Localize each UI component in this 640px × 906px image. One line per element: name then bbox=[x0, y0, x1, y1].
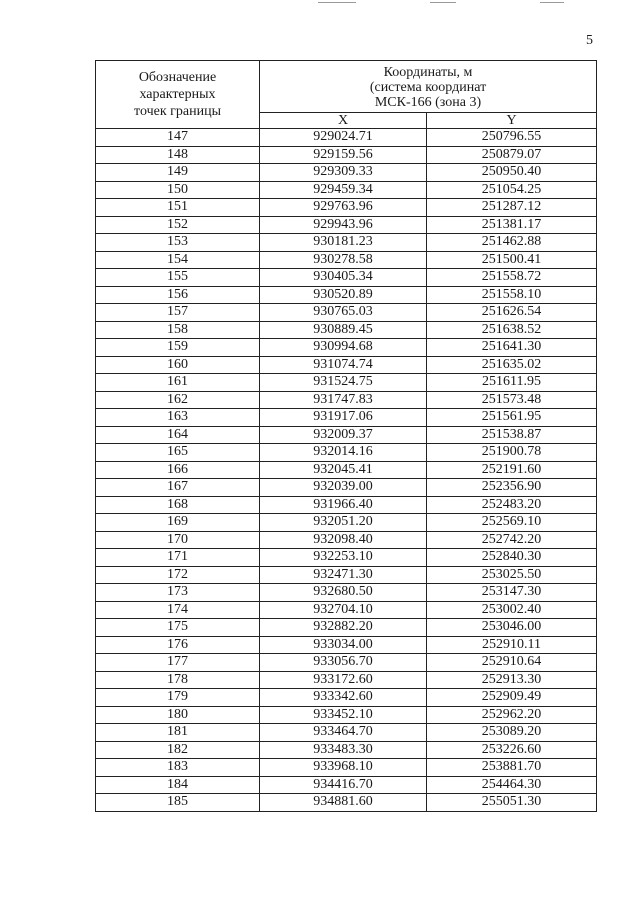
scan-artifact-line bbox=[318, 2, 356, 3]
x-coordinate-cell: 931747.83 bbox=[260, 391, 427, 409]
x-coordinate-cell: 931524.75 bbox=[260, 374, 427, 392]
point-number-cell: 177 bbox=[96, 654, 260, 672]
table-row bbox=[96, 549, 597, 567]
x-coordinate-cell: 929459.34 bbox=[260, 181, 427, 199]
table-row bbox=[96, 566, 597, 584]
table-row bbox=[96, 496, 597, 514]
x-coordinate-cell: 929159.56 bbox=[260, 146, 427, 164]
y-coordinate-cell: 252356.90 bbox=[427, 479, 597, 497]
table-row bbox=[96, 216, 597, 234]
y-coordinate-cell: 251381.17 bbox=[427, 216, 597, 234]
table-row bbox=[96, 251, 597, 269]
point-number-cell: 163 bbox=[96, 409, 260, 427]
scan-artifact-line bbox=[430, 2, 456, 3]
x-coordinate-cell: 932051.20 bbox=[260, 514, 427, 532]
table-row bbox=[96, 234, 597, 252]
y-coordinate-cell: 251611.95 bbox=[427, 374, 597, 392]
point-number-cell: 162 bbox=[96, 391, 260, 409]
coordinates-label-line: МСК-166 (зона 3) bbox=[374, 95, 482, 110]
y-coordinate-cell: 251641.30 bbox=[427, 339, 597, 357]
point-number-cell: 155 bbox=[96, 269, 260, 287]
y-coordinate-cell: 252840.30 bbox=[427, 549, 597, 567]
y-coordinate-cell: 252909.49 bbox=[427, 689, 597, 707]
table-row bbox=[96, 794, 597, 812]
x-coordinate-cell: 933342.60 bbox=[260, 689, 427, 707]
y-coordinate-cell: 252910.11 bbox=[427, 636, 597, 654]
y-coordinate-cell: 253881.70 bbox=[427, 759, 597, 777]
point-label-line: Обозначение bbox=[138, 70, 217, 85]
point-number-cell: 180 bbox=[96, 706, 260, 724]
x-coordinate-cell: 933034.00 bbox=[260, 636, 427, 654]
point-number-cell: 179 bbox=[96, 689, 260, 707]
coordinates-table bbox=[95, 60, 597, 812]
x-coordinate-cell: 930520.89 bbox=[260, 286, 427, 304]
y-coordinate-cell: 252913.30 bbox=[427, 671, 597, 689]
table-row bbox=[96, 724, 597, 742]
x-coordinate-cell: 930181.23 bbox=[260, 234, 427, 252]
x-coordinate-cell: 933172.60 bbox=[260, 671, 427, 689]
point-number-cell: 160 bbox=[96, 356, 260, 374]
y-coordinate-cell: 252483.20 bbox=[427, 496, 597, 514]
point-number-cell: 151 bbox=[96, 199, 260, 217]
x-coordinate-cell: 929024.71 bbox=[260, 129, 427, 147]
x-coordinate-cell: 930994.68 bbox=[260, 339, 427, 357]
y-coordinate-cell: 251054.25 bbox=[427, 181, 597, 199]
y-coordinate-cell: 250950.40 bbox=[427, 164, 597, 182]
table-row bbox=[96, 426, 597, 444]
y-coordinate-cell: 251626.54 bbox=[427, 304, 597, 322]
coordinates-header bbox=[260, 61, 597, 113]
table-row bbox=[96, 444, 597, 462]
table-row bbox=[96, 619, 597, 637]
point-number-cell: 171 bbox=[96, 549, 260, 567]
table-row bbox=[96, 689, 597, 707]
point-number-cell: 175 bbox=[96, 619, 260, 637]
point-label-line: точек границы bbox=[134, 104, 221, 119]
table-row bbox=[96, 321, 597, 339]
x-coordinate-cell: 933483.30 bbox=[260, 741, 427, 759]
table-row bbox=[96, 339, 597, 357]
y-coordinate-cell: 250796.55 bbox=[427, 129, 597, 147]
y-coordinate-cell: 254464.30 bbox=[427, 776, 597, 794]
point-number-cell: 150 bbox=[96, 181, 260, 199]
y-coordinate-cell: 252910.64 bbox=[427, 654, 597, 672]
point-number-cell: 170 bbox=[96, 531, 260, 549]
x-coordinate-cell: 932098.40 bbox=[260, 531, 427, 549]
table-row bbox=[96, 129, 597, 147]
x-coordinate-cell: 932882.20 bbox=[260, 619, 427, 637]
point-number-cell: 173 bbox=[96, 584, 260, 602]
x-coordinate-cell: 933968.10 bbox=[260, 759, 427, 777]
x-coordinate-cell: 932039.00 bbox=[260, 479, 427, 497]
y-coordinate-cell: 251900.78 bbox=[427, 444, 597, 462]
y-coordinate-cell: 253025.50 bbox=[427, 566, 597, 584]
point-number-cell: 156 bbox=[96, 286, 260, 304]
table-row bbox=[96, 461, 597, 479]
x-coordinate-cell: 933464.70 bbox=[260, 724, 427, 742]
table-row bbox=[96, 409, 597, 427]
x-coordinate-cell: 929943.96 bbox=[260, 216, 427, 234]
x-coordinate-cell: 932253.10 bbox=[260, 549, 427, 567]
point-number-cell: 169 bbox=[96, 514, 260, 532]
point-number-cell: 185 bbox=[96, 794, 260, 812]
page-number: 5 bbox=[586, 33, 593, 48]
point-number-cell: 172 bbox=[96, 566, 260, 584]
x-coordinate-cell: 929763.96 bbox=[260, 199, 427, 217]
table-row bbox=[96, 269, 597, 287]
scan-artifact-line bbox=[540, 2, 564, 3]
table-row bbox=[96, 776, 597, 794]
y-coordinate-cell: 251538.87 bbox=[427, 426, 597, 444]
point-number-cell: 165 bbox=[96, 444, 260, 462]
y-coordinate-cell: 251635.02 bbox=[427, 356, 597, 374]
x-column-header: X bbox=[260, 113, 427, 129]
x-coordinate-cell: 929309.33 bbox=[260, 164, 427, 182]
table-row bbox=[96, 601, 597, 619]
y-coordinate-cell: 255051.30 bbox=[427, 794, 597, 812]
table-row bbox=[96, 199, 597, 217]
point-number-cell: 159 bbox=[96, 339, 260, 357]
x-coordinate-cell: 932704.10 bbox=[260, 601, 427, 619]
table-row bbox=[96, 181, 597, 199]
y-coordinate-cell: 251462.88 bbox=[427, 234, 597, 252]
point-number-cell: 164 bbox=[96, 426, 260, 444]
y-coordinate-cell: 252569.10 bbox=[427, 514, 597, 532]
table-row bbox=[96, 304, 597, 322]
point-label-header bbox=[96, 61, 260, 129]
table-row bbox=[96, 741, 597, 759]
x-coordinate-cell: 932014.16 bbox=[260, 444, 427, 462]
table-row bbox=[96, 479, 597, 497]
y-coordinate-cell: 253226.60 bbox=[427, 741, 597, 759]
x-coordinate-cell: 932680.50 bbox=[260, 584, 427, 602]
y-coordinate-cell: 251638.52 bbox=[427, 321, 597, 339]
point-number-cell: 158 bbox=[96, 321, 260, 339]
y-coordinate-cell: 251561.95 bbox=[427, 409, 597, 427]
x-coordinate-cell: 932009.37 bbox=[260, 426, 427, 444]
x-coordinate-cell: 930765.03 bbox=[260, 304, 427, 322]
point-number-cell: 184 bbox=[96, 776, 260, 794]
table-row bbox=[96, 286, 597, 304]
x-coordinate-cell: 933452.10 bbox=[260, 706, 427, 724]
y-coordinate-cell: 253002.40 bbox=[427, 601, 597, 619]
x-coordinate-cell: 932045.41 bbox=[260, 461, 427, 479]
table-row bbox=[96, 356, 597, 374]
table-row bbox=[96, 514, 597, 532]
y-coordinate-cell: 251558.72 bbox=[427, 269, 597, 287]
table-row bbox=[96, 146, 597, 164]
x-coordinate-cell: 933056.70 bbox=[260, 654, 427, 672]
point-number-cell: 168 bbox=[96, 496, 260, 514]
point-number-cell: 161 bbox=[96, 374, 260, 392]
x-coordinate-cell: 931074.74 bbox=[260, 356, 427, 374]
table-row bbox=[96, 706, 597, 724]
y-coordinate-cell: 252191.60 bbox=[427, 461, 597, 479]
point-number-cell: 157 bbox=[96, 304, 260, 322]
x-coordinate-cell: 934416.70 bbox=[260, 776, 427, 794]
coordinates-label-line: Координаты, м bbox=[383, 65, 473, 80]
y-coordinate-cell: 251573.48 bbox=[427, 391, 597, 409]
table-body bbox=[96, 129, 597, 812]
point-number-cell: 174 bbox=[96, 601, 260, 619]
table-row bbox=[96, 636, 597, 654]
table-row bbox=[96, 391, 597, 409]
y-coordinate-cell: 253046.00 bbox=[427, 619, 597, 637]
x-coordinate-cell: 930278.58 bbox=[260, 251, 427, 269]
y-coordinate-cell: 253089.20 bbox=[427, 724, 597, 742]
point-number-cell: 154 bbox=[96, 251, 260, 269]
y-column-header: Y bbox=[427, 113, 597, 129]
point-number-cell: 167 bbox=[96, 479, 260, 497]
x-coordinate-cell: 932471.30 bbox=[260, 566, 427, 584]
point-number-cell: 153 bbox=[96, 234, 260, 252]
table-header bbox=[96, 61, 597, 129]
table-row bbox=[96, 584, 597, 602]
point-number-cell: 147 bbox=[96, 129, 260, 147]
point-number-cell: 166 bbox=[96, 461, 260, 479]
table-row bbox=[96, 531, 597, 549]
table-row bbox=[96, 654, 597, 672]
table-row bbox=[96, 671, 597, 689]
table-row bbox=[96, 164, 597, 182]
point-number-cell: 176 bbox=[96, 636, 260, 654]
y-coordinate-cell: 251558.10 bbox=[427, 286, 597, 304]
coordinates-label-line: (система координат bbox=[369, 80, 487, 95]
x-coordinate-cell: 931917.06 bbox=[260, 409, 427, 427]
point-number-cell: 178 bbox=[96, 671, 260, 689]
x-coordinate-cell: 931966.40 bbox=[260, 496, 427, 514]
y-coordinate-cell: 251500.41 bbox=[427, 251, 597, 269]
point-number-cell: 148 bbox=[96, 146, 260, 164]
table-row bbox=[96, 374, 597, 392]
x-coordinate-cell: 930405.34 bbox=[260, 269, 427, 287]
point-label-line: характерных bbox=[139, 87, 216, 102]
point-number-cell: 181 bbox=[96, 724, 260, 742]
y-coordinate-cell: 252742.20 bbox=[427, 531, 597, 549]
x-coordinate-cell: 930889.45 bbox=[260, 321, 427, 339]
table-row bbox=[96, 759, 597, 777]
point-number-cell: 149 bbox=[96, 164, 260, 182]
point-number-cell: 182 bbox=[96, 741, 260, 759]
point-number-cell: 152 bbox=[96, 216, 260, 234]
y-coordinate-cell: 253147.30 bbox=[427, 584, 597, 602]
y-coordinate-cell: 252962.20 bbox=[427, 706, 597, 724]
point-number-cell: 183 bbox=[96, 759, 260, 777]
y-coordinate-cell: 251287.12 bbox=[427, 199, 597, 217]
y-coordinate-cell: 250879.07 bbox=[427, 146, 597, 164]
x-coordinate-cell: 934881.60 bbox=[260, 794, 427, 812]
